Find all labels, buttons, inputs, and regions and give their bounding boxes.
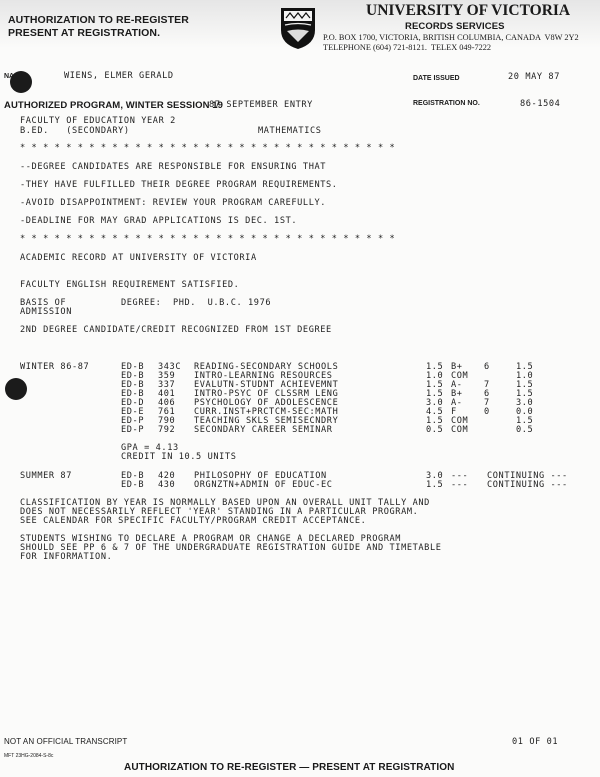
degree-line: B.ED. (SECONDARY) (20, 126, 130, 136)
notice-line-2: -THEY HAVE FULFILLED THEIR DEGREE PROGRAM REQUIREMENTS. (20, 180, 338, 190)
course-units: 1.5 (426, 389, 444, 399)
notice-line-3: -AVOID DISAPPOINTMENT: REVIEW YOUR PROGRAM CAREFULLY. (20, 198, 327, 208)
telephone-line: TELEPHONE (604) 721-8121. TELEX 049-7222 (323, 43, 492, 52)
declare-line-3: FOR INFORMATION. (20, 552, 113, 562)
course-gp: 7 (484, 380, 490, 390)
page-number: 01 OF 01 (512, 737, 559, 747)
course-gp: 0 (484, 407, 490, 417)
student-name: WIENS, ELMER GERALD (64, 71, 174, 81)
auth-header-line-1: AUTHORIZATION TO RE-REGISTER (8, 14, 189, 26)
course-num: 359 (158, 371, 176, 381)
course-grade: A- (451, 398, 463, 408)
course-gp: 6 (484, 389, 490, 399)
course-credit: 1.0 (516, 371, 534, 381)
course-title: PHILOSOPHY OF EDUCATION (194, 471, 327, 481)
course-grade: COM (451, 425, 469, 435)
course-units: 1.5 (426, 416, 444, 426)
course-num: 420 (158, 471, 176, 481)
authorized-program-label: AUTHORIZED PROGRAM, WINTER SESSION 19 (4, 100, 224, 111)
classification-line-3: SEE CALENDAR FOR SPECIFIC FACULTY/PROGRAM CREDIT ACCEPTANCE. (20, 516, 367, 526)
bottom-auth-banner: AUTHORIZATION TO RE-REGISTER — PRESENT AT REGISTRATION (124, 762, 455, 773)
course-num: 401 (158, 389, 176, 399)
winter-term-label: WINTER 86-87 (20, 362, 90, 372)
course-units: 1.0 (426, 371, 444, 381)
course-dept: ED-B (121, 389, 145, 399)
course-credit: 1.5 (516, 380, 534, 390)
course-credit: 3.0 (516, 398, 534, 408)
course-units: 3.0 (426, 398, 444, 408)
english-requirement: FACULTY ENGLISH REQUIREMENT SATISFIED. (20, 280, 240, 290)
course-dept: ED-B (121, 371, 145, 381)
major-line: MATHEMATICS (258, 126, 322, 136)
course-units: 0.5 (426, 425, 444, 435)
records-services: RECORDS SERVICES (405, 21, 505, 32)
authorized-program-value: 87 SEPTEMBER ENTRY (209, 100, 313, 110)
summer-term-label: SUMMER 87 (20, 471, 72, 481)
course-title: CURR.INST+PRCTCM-SEC:MATH (194, 407, 339, 417)
course-dept: ED-D (121, 398, 145, 408)
notice-line-1: --DEGREE CANDIDATES ARE RESPONSIBLE FOR ENSURING THAT (20, 162, 327, 172)
classification-line-2: DOES NOT NECESSARILY REFLECT 'YEAR' STANDING IN A PARTICULAR PROGRAM. (20, 507, 419, 517)
course-units: 3.0 (426, 471, 444, 481)
credit-line: CREDIT IN 10.5 UNITS (121, 452, 237, 462)
course-title: TEACHING SKLS SEMISECNDRY (194, 416, 339, 426)
faculty-line: FACULTY OF EDUCATION YEAR 2 (20, 116, 176, 126)
course-dept: ED-E (121, 407, 145, 417)
declare-line-2: SHOULD SEE PP 6 & 7 OF THE UNDERGRADUATE REGISTRATION GUIDE AND TIMETABLE (20, 543, 442, 553)
course-gp: 6 (484, 362, 490, 372)
course-title: EVALUTN-STUDNT ACHIEVEMNT (194, 380, 339, 390)
course-title: PSYCHOLOGY OF ADOLESCENCE (194, 398, 339, 408)
course-num: 343C (158, 362, 182, 372)
course-title: INTRO-LEARNING RESOURCES (194, 371, 333, 381)
course-num: 337 (158, 380, 176, 390)
name-label: NA (4, 73, 15, 80)
auth-header-line-2: PRESENT AT REGISTRATION. (8, 27, 161, 39)
course-num: 761 (158, 407, 176, 417)
basis-value: DEGREE: PHD. U.B.C. 1976 (121, 298, 272, 308)
academic-record-title: ACADEMIC RECORD AT UNIVERSITY OF VICTORIA (20, 253, 257, 263)
course-title: SECONDARY CAREER SEMINAR (194, 425, 333, 435)
address-line: P.O. BOX 1700, VICTORIA, BRITISH COLUMBIA, CANADA V8W 2Y2 (323, 33, 579, 42)
course-grade: COM (451, 371, 469, 381)
punch-hole-middle (5, 378, 27, 400)
course-units: 4.5 (426, 407, 444, 417)
course-title: READING-SECONDARY SCHOOLS (194, 362, 339, 372)
star-divider-top: * * * * * * * * * * * * * * * * * * * * * * * * * * * * * * * * * (20, 143, 396, 153)
course-gp: 7 (484, 398, 490, 408)
basis-label-1: BASIS OF (20, 298, 67, 308)
course-title: INTRO-PSYC OF CLSSRM LENG (194, 389, 339, 399)
course-grade: F (451, 407, 457, 417)
declare-line-1: STUDENTS WISHING TO DECLARE A PROGRAM OR CHANGE A DECLARED PROGRAM (20, 534, 402, 544)
notice-line-4: -DEADLINE FOR MAY GRAD APPLICATIONS IS DEC. 1ST. (20, 216, 298, 226)
course-credit: 1.5 (516, 416, 534, 426)
course-credit: 0.5 (516, 425, 534, 435)
course-grade: A- (451, 380, 463, 390)
course-units: 1.5 (426, 480, 444, 490)
course-status: CONTINUING --- (487, 471, 568, 481)
course-grade: COM (451, 416, 469, 426)
star-divider-bottom: * * * * * * * * * * * * * * * * * * * * * * * * * * * * * * * * * (20, 234, 396, 244)
university-crest-logo (279, 6, 317, 50)
course-grade: B+ (451, 362, 463, 372)
gpa-line: GPA = 4.13 (121, 443, 179, 453)
classification-line-1: CLASSIFICATION BY YEAR IS NORMALLY BASED UPON AN OVERALL UNIT TALLY AND (20, 498, 430, 508)
course-grade: --- (451, 471, 469, 481)
second-degree-line: 2ND DEGREE CANDIDATE/CREDIT RECOGNIZED FROM 1ST DEGREE (20, 325, 332, 335)
course-num: 406 (158, 398, 176, 408)
course-units: 1.5 (426, 362, 444, 372)
course-credit: 0.0 (516, 407, 534, 417)
course-num: 792 (158, 425, 176, 435)
not-official-transcript: NOT AN OFFICIAL TRANSCRIPT (4, 737, 128, 746)
course-num: 790 (158, 416, 176, 426)
course-grade: B+ (451, 389, 463, 399)
course-credit: 1.5 (516, 389, 534, 399)
date-issued-value: 20 MAY 87 (508, 72, 560, 82)
course-dept: ED-P (121, 416, 145, 426)
registration-number: 86-1504 (520, 99, 561, 109)
registration-label: REGISTRATION NO. (413, 100, 480, 107)
course-dept: ED-B (121, 471, 145, 481)
basis-label-2: ADMISSION (20, 307, 72, 317)
course-dept: ED-B (121, 480, 145, 490)
university-name: UNIVERSITY OF VICTORIA (366, 2, 571, 19)
course-title: ORGNZTN+ADMIN OF EDUC-EC (194, 480, 333, 490)
course-credit: 1.5 (516, 362, 534, 372)
course-dept: ED-B (121, 362, 145, 372)
course-units: 1.5 (426, 380, 444, 390)
course-grade: --- (451, 480, 469, 490)
date-issued-label: DATE ISSUED (413, 75, 460, 82)
course-status: CONTINUING --- (487, 480, 568, 490)
course-dept: ED-B (121, 380, 145, 390)
course-dept: ED-P (121, 425, 145, 435)
course-num: 430 (158, 480, 176, 490)
form-code: MFT 23HG-2084-S-8c (4, 753, 54, 759)
